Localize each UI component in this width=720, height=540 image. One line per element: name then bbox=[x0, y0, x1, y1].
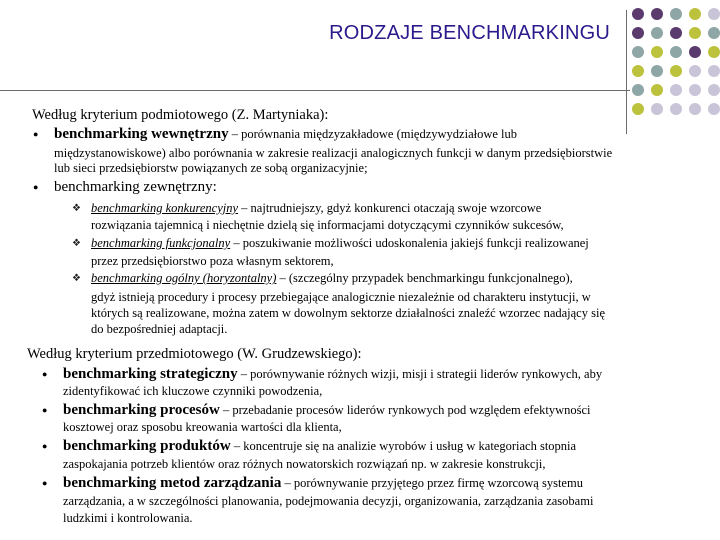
decor-dot bbox=[708, 46, 720, 58]
decor-dot bbox=[689, 103, 701, 115]
item-desc: – porównywanie różnych wizji, misji i strategii liderów rynkowych, aby bbox=[237, 367, 603, 381]
decor-dot bbox=[689, 46, 701, 58]
decor-dot bbox=[632, 103, 644, 115]
subitem-desc: – (szczególny przypadek benchmarkingu funkcjonalnego), bbox=[276, 271, 573, 285]
item-term: benchmarking strategiczny bbox=[63, 366, 238, 382]
list-item bbox=[63, 403, 591, 418]
decor-dot bbox=[651, 84, 663, 96]
decor-dot bbox=[689, 84, 701, 96]
item-desc: – koncentruje się na analizie wyrobów i usług w kategoriach stopnia bbox=[230, 439, 577, 453]
sub-list-item bbox=[91, 236, 589, 251]
item-term: benchmarking metod zarządzania bbox=[63, 475, 282, 491]
decor-dot bbox=[632, 27, 644, 39]
subitem-desc-continued: których są realizowane, można zatem w dowolnym sektorze działalności znaleźć wzorzec nadający się bbox=[91, 306, 605, 320]
title-divider-horizontal bbox=[0, 90, 630, 91]
bullet-icon: ● bbox=[42, 369, 48, 379]
item-desc: – porównania międzyzakładowe (międzywydziałowe lub bbox=[228, 127, 518, 141]
decor-dot bbox=[651, 46, 663, 58]
decor-dot bbox=[651, 8, 663, 20]
decor-dot bbox=[670, 65, 682, 77]
subitem-desc: – najtrudniejszy, gdyż konkurenci otaczają swoje wzorcowe bbox=[238, 201, 542, 215]
title-divider-vertical bbox=[626, 10, 627, 134]
bullet-icon: ● bbox=[42, 405, 48, 415]
decor-dot bbox=[689, 65, 701, 77]
section1-heading: Według kryterium podmiotowego (Z. Martyniaka): bbox=[32, 107, 329, 123]
decor-dot bbox=[708, 27, 720, 39]
subitem-desc-continued: rozwiązania tajemnicą i niechętnie dzielą się informacjami dotyczącymi czynników sukcesów, bbox=[91, 218, 564, 232]
diamond-bullet-icon: ❖ bbox=[72, 273, 81, 284]
list-item bbox=[54, 180, 217, 195]
bullet-icon: ● bbox=[33, 182, 39, 192]
item-term: benchmarking wewnętrzny bbox=[54, 126, 229, 142]
list-item bbox=[63, 476, 583, 491]
decor-dot bbox=[670, 8, 682, 20]
item-term: benchmarking zewnętrzny: bbox=[54, 179, 217, 195]
decor-dot bbox=[670, 27, 682, 39]
decor-dot bbox=[689, 8, 701, 20]
sub-list-item bbox=[91, 201, 541, 216]
decor-dot bbox=[708, 8, 720, 20]
decor-dot bbox=[670, 46, 682, 58]
subitem-term: benchmarking konkurencyjny bbox=[91, 201, 239, 215]
decor-dot bbox=[689, 27, 701, 39]
decor-dot bbox=[632, 46, 644, 58]
decor-dot bbox=[632, 8, 644, 20]
diamond-bullet-icon: ❖ bbox=[72, 238, 81, 249]
decor-dot bbox=[708, 84, 720, 96]
item-desc-continued: międzystanowiskowe) albo porównania w zakresie realizacji analogicznych funkcji w danym przedsiębiorstwie bbox=[54, 146, 613, 160]
item-desc-continued: kosztowej oraz sposobu kreowania wartości dla klienta, bbox=[63, 420, 342, 434]
bullet-icon: ● bbox=[33, 129, 39, 139]
subitem-desc-continued: gdyż istnieją procedury i procesy przebiegające analogicznie niezależnie od charakteru instytucji, w bbox=[91, 290, 591, 304]
bullet-icon: ● bbox=[42, 441, 48, 451]
subitem-desc: – poszukiwanie możliwości udoskonalenia jakiejś funkcji realizowanej bbox=[230, 236, 589, 250]
decor-dot bbox=[651, 103, 663, 115]
item-term: benchmarking produktów bbox=[63, 438, 231, 454]
decor-dot bbox=[670, 84, 682, 96]
decor-dot bbox=[708, 103, 720, 115]
decor-dot bbox=[670, 103, 682, 115]
section2-heading: Według kryterium przedmiotowego (W. Grudzewskiego): bbox=[27, 346, 362, 362]
subitem-desc-continued: do bezpośredniej adaptacji. bbox=[91, 322, 228, 336]
decor-dot bbox=[651, 65, 663, 77]
list-item bbox=[63, 439, 576, 454]
subitem-desc-continued: przez przedsiębiorstwo poza własnym sektorem, bbox=[91, 254, 334, 268]
decor-dot bbox=[708, 65, 720, 77]
subitem-term: benchmarking ogólny (horyzontalny) bbox=[91, 271, 277, 285]
bullet-icon: ● bbox=[42, 478, 48, 488]
sub-list-item bbox=[91, 271, 573, 286]
item-desc-continued: zaspokajania potrzeb klientów oraz różnych nowatorskich rozwiązań np. w zakresie konstrukcji, bbox=[63, 457, 546, 471]
item-desc-continued: zarządzania, a w szczególności planowania, podejmowania decyzji, organizowania, zarządzania zasobami bbox=[63, 494, 594, 508]
decor-dot bbox=[632, 65, 644, 77]
list-item bbox=[63, 367, 602, 382]
list-item bbox=[54, 127, 517, 142]
item-desc-continued: lub sieci przedsiębiorstw powiązanych ze sobą organizacyjnie; bbox=[54, 161, 368, 175]
slide-title: RODZAJE BENCHMARKINGU bbox=[329, 22, 610, 44]
item-desc-continued: ludzkimi i kontrolowania. bbox=[63, 511, 193, 525]
item-desc-continued: zidentyfikować ich kluczowe czynniki powodzenia, bbox=[63, 384, 323, 398]
subitem-term: benchmarking funkcjonalny bbox=[91, 236, 231, 250]
decor-dot bbox=[632, 84, 644, 96]
item-term: benchmarking procesów bbox=[63, 402, 220, 418]
item-desc: – przebadanie procesów liderów rynkowych pod względem efektywności bbox=[219, 403, 591, 417]
decor-dot bbox=[651, 27, 663, 39]
diamond-bullet-icon: ❖ bbox=[72, 203, 81, 214]
item-desc: – porównywanie przyjętego przez firmę wzorcową systemu bbox=[281, 476, 583, 490]
